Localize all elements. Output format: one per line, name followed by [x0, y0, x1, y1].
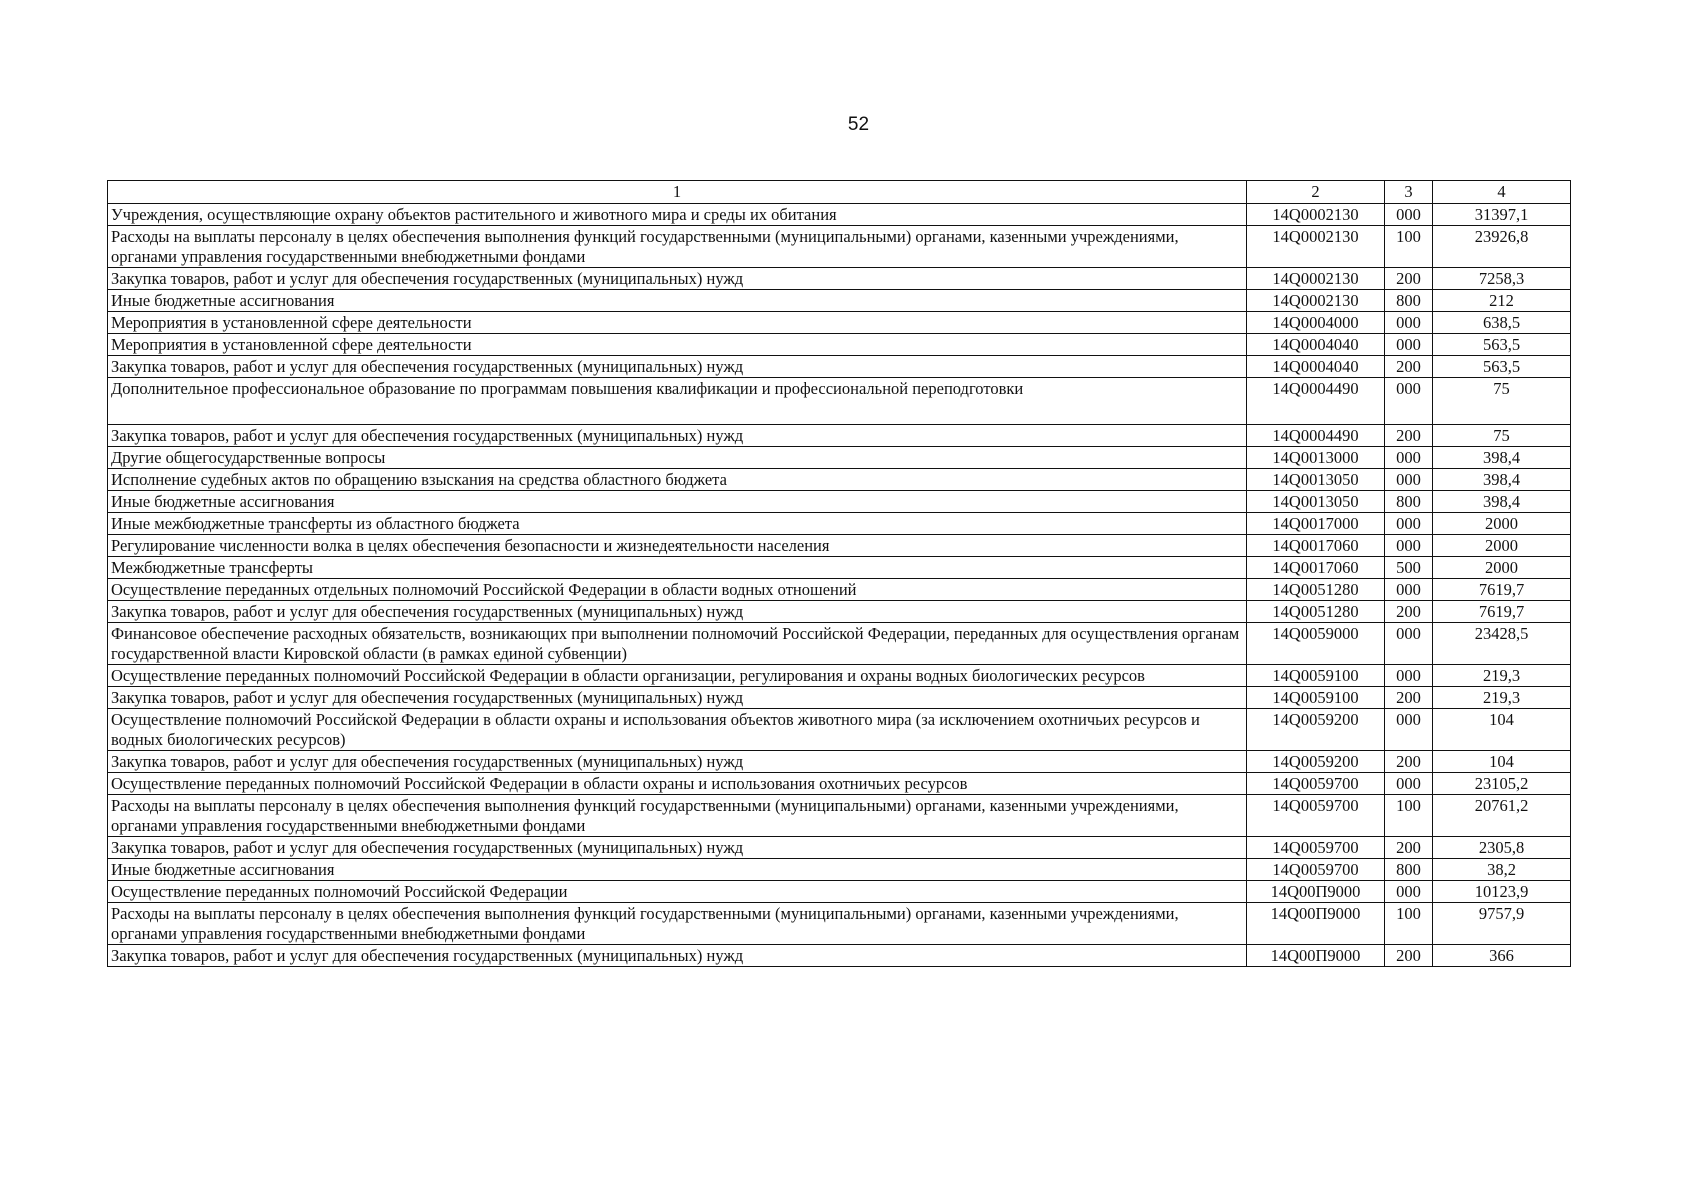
- row-kind: 100: [1385, 226, 1433, 268]
- row-amount: 398,4: [1433, 491, 1571, 513]
- table-row: [108, 623, 1571, 665]
- row-code: 14Q0059200: [1247, 709, 1385, 751]
- row-kind: 200: [1385, 425, 1433, 447]
- row-kind: 000: [1385, 513, 1433, 535]
- row-code: 14Q0004000: [1247, 312, 1385, 334]
- row-code: 14Q0004040: [1247, 356, 1385, 378]
- row-kind: 800: [1385, 290, 1433, 312]
- row-amount: 7619,7: [1433, 579, 1571, 601]
- row-name: Осуществление переданных полномочий Российской Федерации в области охраны и использования охотничьих ресурсов: [108, 773, 1247, 795]
- row-name: Учреждения, осуществляющие охрану объектов растительного и животного мира и среды их обитания: [108, 204, 1247, 226]
- row-code: 14Q0004040: [1247, 334, 1385, 356]
- row-amount: 2000: [1433, 557, 1571, 579]
- row-name: Дополнительное профессиональное образование по программам повышения квалификации и профессиональной переподготовки: [108, 378, 1247, 425]
- row-amount: 7619,7: [1433, 601, 1571, 623]
- row-code: 14Q0059700: [1247, 773, 1385, 795]
- row-kind: 200: [1385, 945, 1433, 967]
- row-name: Осуществление переданных полномочий Российской Федерации: [108, 881, 1247, 903]
- row-name: Закупка товаров, работ и услуг для обеспечения государственных (муниципальных) нужд: [108, 425, 1247, 447]
- row-code: 14Q0017000: [1247, 513, 1385, 535]
- row-name: Закупка товаров, работ и услуг для обеспечения государственных (муниципальных) нужд: [108, 356, 1247, 378]
- row-name: Регулирование численности волка в целях обеспечения безопасности и жизнедеятельности населения: [108, 535, 1247, 557]
- row-code: 14Q0059100: [1247, 665, 1385, 687]
- row-amount: 2000: [1433, 513, 1571, 535]
- table-row: [108, 579, 1571, 601]
- table-row: [108, 881, 1571, 903]
- row-amount: 10123,9: [1433, 881, 1571, 903]
- row-kind: 200: [1385, 751, 1433, 773]
- table-row: [108, 425, 1571, 447]
- row-kind: 000: [1385, 469, 1433, 491]
- row-name: Осуществление переданных отдельных полномочий Российской Федерации в области водных отношений: [108, 579, 1247, 601]
- table-row: [108, 290, 1571, 312]
- table-row: [108, 268, 1571, 290]
- row-kind: 000: [1385, 378, 1433, 425]
- row-name: Закупка товаров, работ и услуг для обеспечения государственных (муниципальных) нужд: [108, 687, 1247, 709]
- row-name: Исполнение судебных актов по обращению взыскания на средства областного бюджета: [108, 469, 1247, 491]
- table-row: [108, 469, 1571, 491]
- row-code: 14Q0017060: [1247, 535, 1385, 557]
- row-amount: 75: [1433, 378, 1571, 425]
- table-row: [108, 491, 1571, 513]
- row-code: 14Q0059700: [1247, 859, 1385, 881]
- row-name: Закупка товаров, работ и услуг для обеспечения государственных (муниципальных) нужд: [108, 945, 1247, 967]
- row-name: Расходы на выплаты персоналу в целях обеспечения выполнения функций государственными (муниципальными) органами, казенными учреждениями, органами управления государственными внебюджетными фондами: [108, 795, 1247, 837]
- row-kind: 500: [1385, 557, 1433, 579]
- row-amount: 104: [1433, 751, 1571, 773]
- budget-table: [107, 180, 1571, 967]
- row-name: Иные бюджетные ассигнования: [108, 491, 1247, 513]
- row-name: Закупка товаров, работ и услуг для обеспечения государственных (муниципальных) нужд: [108, 268, 1247, 290]
- row-name: Расходы на выплаты персоналу в целях обеспечения выполнения функций государственными (муниципальными) органами, казенными учреждениями, органами управления государственными внебюджетными фондами: [108, 903, 1247, 945]
- table-row: [108, 356, 1571, 378]
- row-code: 14Q00П9000: [1247, 945, 1385, 967]
- row-kind: 000: [1385, 623, 1433, 665]
- row-code: 14Q0051280: [1247, 579, 1385, 601]
- row-code: 14Q0002130: [1247, 268, 1385, 290]
- row-amount: 398,4: [1433, 447, 1571, 469]
- row-amount: 398,4: [1433, 469, 1571, 491]
- row-kind: 200: [1385, 687, 1433, 709]
- page-number: 52: [847, 114, 870, 135]
- table-row: [108, 665, 1571, 687]
- row-name: Закупка товаров, работ и услуг для обеспечения государственных (муниципальных) нужд: [108, 601, 1247, 623]
- row-amount: 75: [1433, 425, 1571, 447]
- row-code: 14Q0059100: [1247, 687, 1385, 709]
- row-kind: 800: [1385, 491, 1433, 513]
- row-kind: 000: [1385, 579, 1433, 601]
- table-body: [108, 204, 1571, 967]
- row-amount: 23428,5: [1433, 623, 1571, 665]
- row-kind: 000: [1385, 204, 1433, 226]
- row-name: Мероприятия в установленной сфере деятельности: [108, 334, 1247, 356]
- row-code: 14Q0002130: [1247, 204, 1385, 226]
- table-row: [108, 773, 1571, 795]
- header-col-3: 3: [1385, 181, 1433, 204]
- row-name: Закупка товаров, работ и услуг для обеспечения государственных (муниципальных) нужд: [108, 751, 1247, 773]
- header-col-1: 1: [108, 181, 1247, 204]
- row-amount: 563,5: [1433, 356, 1571, 378]
- header-col-4: 4: [1433, 181, 1571, 204]
- row-kind: 000: [1385, 312, 1433, 334]
- table-row: [108, 535, 1571, 557]
- table-row: [108, 709, 1571, 751]
- row-kind: 000: [1385, 447, 1433, 469]
- row-amount: 23926,8: [1433, 226, 1571, 268]
- table-row: [108, 312, 1571, 334]
- row-kind: 000: [1385, 665, 1433, 687]
- row-name: Иные межбюджетные трансферты из областного бюджета: [108, 513, 1247, 535]
- row-name: Мероприятия в установленной сфере деятельности: [108, 312, 1247, 334]
- table-row: [108, 903, 1571, 945]
- table-row: [108, 837, 1571, 859]
- table-row: [108, 513, 1571, 535]
- row-code: 14Q0059700: [1247, 837, 1385, 859]
- table-row: [108, 204, 1571, 226]
- row-amount: 212: [1433, 290, 1571, 312]
- table-row: [108, 687, 1571, 709]
- row-code: 14Q0002130: [1247, 226, 1385, 268]
- row-kind: 000: [1385, 773, 1433, 795]
- table-row: [108, 378, 1571, 425]
- row-code: 14Q0002130: [1247, 290, 1385, 312]
- row-code: 14Q0059700: [1247, 795, 1385, 837]
- row-kind: 000: [1385, 881, 1433, 903]
- row-kind: 100: [1385, 795, 1433, 837]
- row-amount: 638,5: [1433, 312, 1571, 334]
- row-kind: 000: [1385, 334, 1433, 356]
- row-amount: 23105,2: [1433, 773, 1571, 795]
- table-row: [108, 859, 1571, 881]
- row-name: Осуществление переданных полномочий Российской Федерации в области организации, регулирования и охраны водных биологических ресурсов: [108, 665, 1247, 687]
- row-kind: 200: [1385, 601, 1433, 623]
- row-amount: 366: [1433, 945, 1571, 967]
- row-code: 14Q0051280: [1247, 601, 1385, 623]
- row-code: 14Q0013050: [1247, 469, 1385, 491]
- row-kind: 800: [1385, 859, 1433, 881]
- row-kind: 000: [1385, 535, 1433, 557]
- table-row: [108, 557, 1571, 579]
- table-row: [108, 334, 1571, 356]
- row-amount: 38,2: [1433, 859, 1571, 881]
- table-row: [108, 226, 1571, 268]
- row-amount: 2000: [1433, 535, 1571, 557]
- table-row: [108, 751, 1571, 773]
- row-name: Иные бюджетные ассигнования: [108, 290, 1247, 312]
- row-name: Другие общегосударственные вопросы: [108, 447, 1247, 469]
- row-amount: 9757,9: [1433, 903, 1571, 945]
- row-code: 14Q00П9000: [1247, 903, 1385, 945]
- row-amount: 104: [1433, 709, 1571, 751]
- row-kind: 100: [1385, 903, 1433, 945]
- row-name: Закупка товаров, работ и услуг для обеспечения государственных (муниципальных) нужд: [108, 837, 1247, 859]
- row-name: Расходы на выплаты персоналу в целях обеспечения выполнения функций государственными (муниципальными) органами, казенными учреждениями, органами управления государственными внебюджетными фондами: [108, 226, 1247, 268]
- row-amount: 219,3: [1433, 687, 1571, 709]
- row-amount: 2305,8: [1433, 837, 1571, 859]
- row-name: Иные бюджетные ассигнования: [108, 859, 1247, 881]
- row-code: 14Q00П9000: [1247, 881, 1385, 903]
- row-code: 14Q0013050: [1247, 491, 1385, 513]
- table-row: [108, 795, 1571, 837]
- row-amount: 7258,3: [1433, 268, 1571, 290]
- row-amount: 31397,1: [1433, 204, 1571, 226]
- row-code: 14Q0004490: [1247, 425, 1385, 447]
- row-code: 14Q0017060: [1247, 557, 1385, 579]
- row-code: 14Q0059000: [1247, 623, 1385, 665]
- row-kind: 200: [1385, 837, 1433, 859]
- row-name: Межбюджетные трансферты: [108, 557, 1247, 579]
- header-col-2: 2: [1247, 181, 1385, 204]
- row-amount: 219,3: [1433, 665, 1571, 687]
- table-header-row: [108, 181, 1571, 204]
- table-row: [108, 447, 1571, 469]
- row-kind: 200: [1385, 268, 1433, 290]
- table-row: [108, 601, 1571, 623]
- row-kind: 200: [1385, 356, 1433, 378]
- row-code: 14Q0059200: [1247, 751, 1385, 773]
- row-name: Финансовое обеспечение расходных обязательств, возникающих при выполнении полномочий Российской Федерации, переданных для осуществления органам государственной власти Кировской области (в рамках единой субвенции): [108, 623, 1247, 665]
- row-amount: 563,5: [1433, 334, 1571, 356]
- row-code: 14Q0013000: [1247, 447, 1385, 469]
- row-name: Осуществление полномочий Российской Федерации в области охраны и использования объектов животного мира (за исключением охотничьих ресурсов и водных биологических ресурсов): [108, 709, 1247, 751]
- row-amount: 20761,2: [1433, 795, 1571, 837]
- row-kind: 000: [1385, 709, 1433, 751]
- row-code: 14Q0004490: [1247, 378, 1385, 425]
- table-row: [108, 945, 1571, 967]
